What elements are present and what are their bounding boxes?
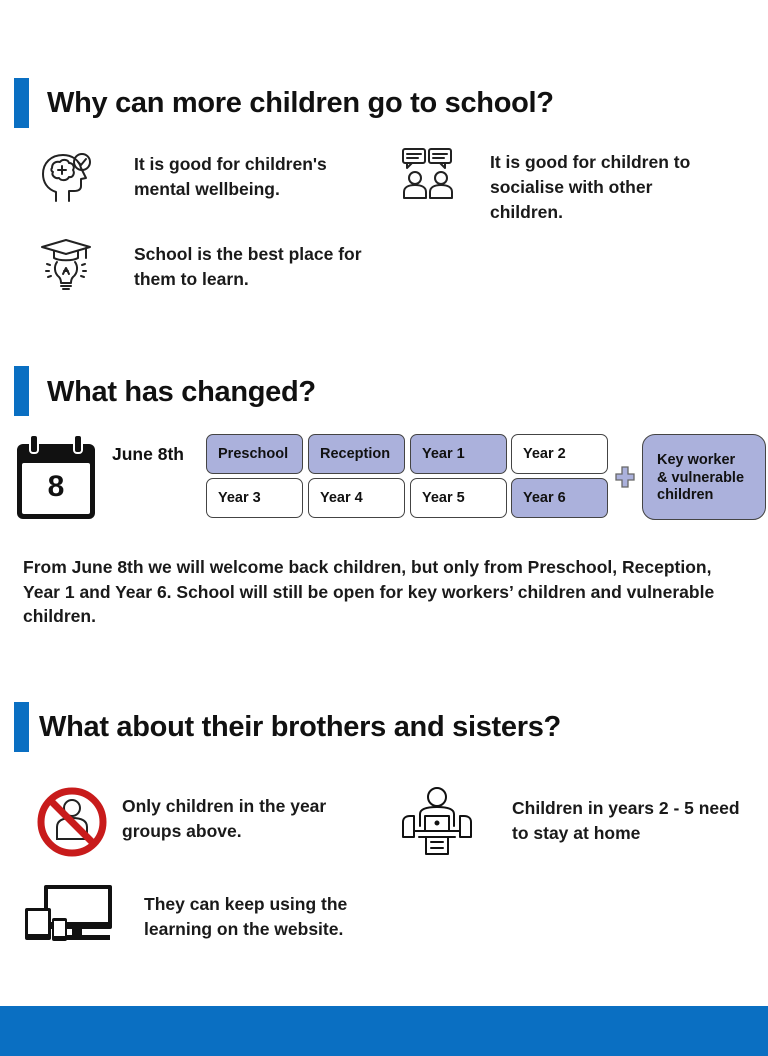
calendar-icon (16, 434, 96, 520)
year-group-year-5: Year 5 (410, 478, 507, 518)
reason-best-place: School is the best place for them to learn. (134, 244, 362, 289)
section-marker (14, 702, 29, 752)
key-worker-line: Key worker (657, 452, 736, 468)
brain-head-icon (38, 150, 94, 206)
key-worker-line: & vulnerable (657, 469, 745, 486)
key-worker-box (642, 434, 766, 520)
section-marker (14, 78, 29, 128)
year-group-preschool: Preschool (206, 434, 303, 474)
sibling-note-year-groups: Only children in the year groups above. (122, 796, 327, 841)
reason-socialise: It is good for children to socialise with other children. (490, 152, 691, 222)
graduation-bulb-icon (39, 238, 93, 292)
year-group-year-6: Year 6 (511, 478, 608, 518)
section-heading-changed: What has changed? (47, 376, 316, 408)
section-marker (14, 366, 29, 416)
footer-bar (0, 1006, 768, 1056)
devices-icon (24, 884, 114, 942)
no-entry-person-icon (36, 787, 108, 857)
chat-people-icon (401, 147, 455, 201)
section-heading-siblings: What about their brothers and sisters? (39, 711, 561, 743)
plus-icon (614, 465, 636, 489)
year-group-year-2: Year 2 (511, 434, 608, 474)
year-group-year-1: Year 1 (410, 434, 507, 474)
reason-mental-wellbeing: It is good for children's mental wellbeing. (134, 154, 327, 199)
date-label: June 8th (112, 444, 184, 464)
child-at-laptop-icon (401, 786, 473, 856)
year-group-year-4: Year 4 (308, 478, 405, 518)
year-group-year-3: Year 3 (206, 478, 303, 518)
sibling-note-website: They can keep using the learning on the website. (144, 894, 348, 939)
section-heading-why: Why can more children go to school? (47, 87, 554, 119)
calendar-day: 8 (47, 470, 65, 503)
year-group-reception: Reception (308, 434, 405, 474)
key-worker-line: children (657, 487, 714, 503)
sibling-note-stay-home: Children in years 2 - 5 need to stay at home (512, 798, 740, 843)
change-paragraph: From June 8th we will welcome back children, but only from Preschool, Reception, Year 1 and Year 6. School will still be open for key workers’ children and vulnerable children. (23, 557, 715, 626)
